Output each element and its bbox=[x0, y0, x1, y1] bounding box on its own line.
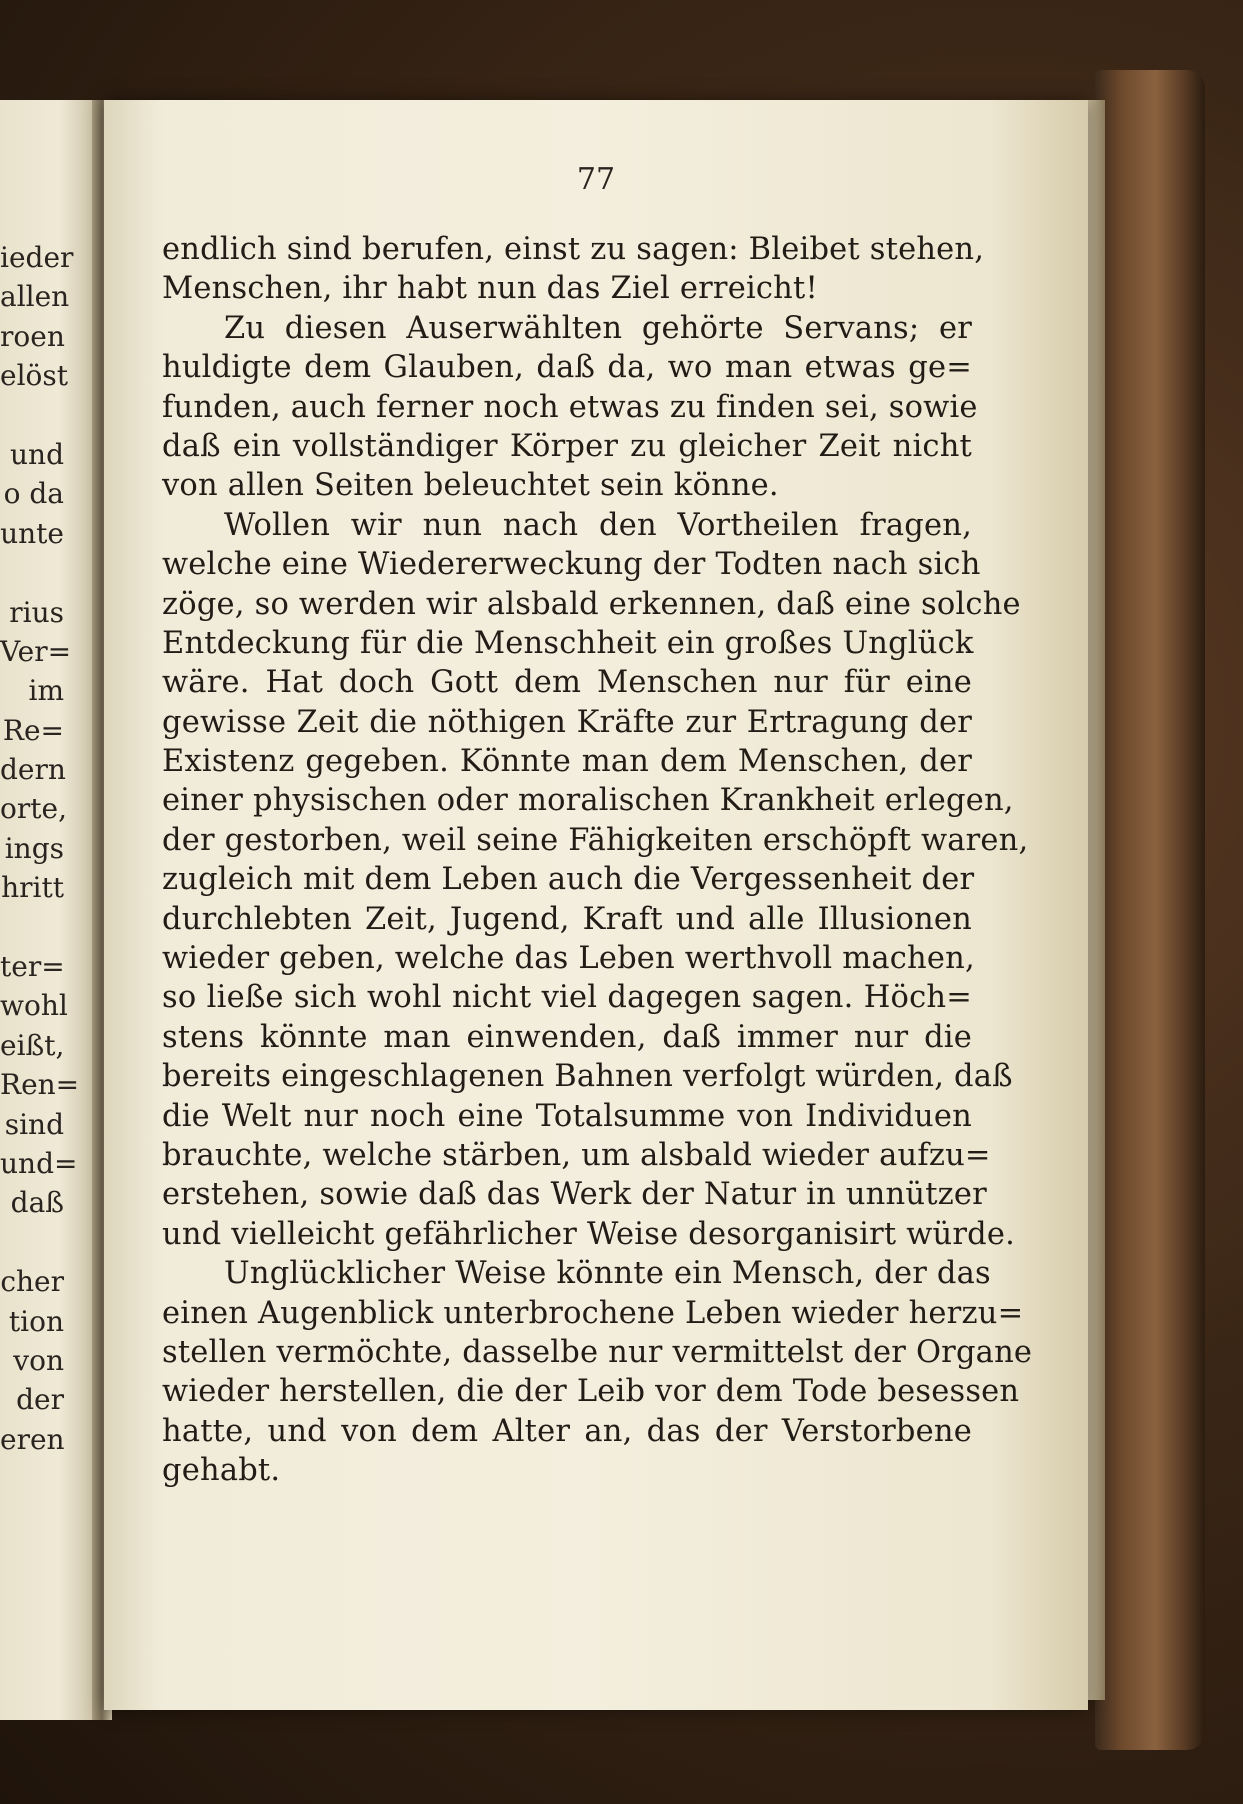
previous-page-text-fragments bbox=[0, 238, 80, 1459]
text-line: welche eine Wiedererweckung der Todten nach sich bbox=[162, 547, 981, 583]
text-line: und vielleicht gefährlicher Weise desorganisirt würde. bbox=[162, 1216, 1016, 1252]
previous-page-fragment: o da bbox=[3, 477, 64, 511]
previous-page-fragment: und= bbox=[0, 1146, 78, 1180]
previous-page-fragment: daß bbox=[10, 1186, 64, 1220]
previous-page-fragment bbox=[0, 553, 64, 592]
previous-page-fragment bbox=[0, 396, 64, 435]
text-line: gehabt. bbox=[162, 1453, 281, 1489]
text-line: so ließe sich wohl nicht viel dagegen sagen. Höch= bbox=[162, 980, 972, 1016]
previous-page-fragment: ings bbox=[4, 831, 64, 865]
previous-page-fragment bbox=[0, 1223, 64, 1262]
previous-page-fragment: Ren= bbox=[0, 1068, 80, 1102]
previous-page-fragment: elöst bbox=[0, 359, 69, 393]
previous-page-fragment: wohl bbox=[0, 989, 68, 1023]
text-line: hatte, und von dem Alter an, das der Verstorbene bbox=[162, 1413, 972, 1449]
text-line: Wollen wir nun nach den Vortheilen fragen, bbox=[224, 507, 972, 543]
leather-cover bbox=[1095, 70, 1205, 1750]
text-line: Menschen, ihr habt nun das Ziel erreicht! bbox=[162, 271, 818, 307]
text-line: Unglücklicher Weise könnte ein Mensch, der das bbox=[224, 1256, 991, 1292]
text-line: stellen vermöchte, dasselbe nur vermittelst der Organe bbox=[162, 1334, 1033, 1370]
previous-page-fragment: unte bbox=[0, 516, 64, 550]
text-line: daß ein vollständiger Körper zu gleicher Zeit nicht bbox=[162, 428, 972, 464]
previous-page bbox=[0, 100, 98, 1720]
previous-page-fragment: eißt, bbox=[0, 1028, 65, 1062]
text-line: von allen Seiten beleuchtet sein könne. bbox=[162, 468, 779, 504]
previous-page-fragment: orte, bbox=[0, 792, 67, 826]
previous-page-fragment: im bbox=[28, 674, 64, 708]
text-line: Existenz gegeben. Könnte man dem Menschen, der bbox=[162, 744, 972, 780]
previous-page-fragment: eren bbox=[0, 1422, 65, 1456]
text-line: wieder geben, welche das Leben werthvoll machen, bbox=[162, 941, 975, 977]
page-body-text bbox=[162, 230, 1033, 1491]
text-line: einen Augenblick unterbrochene Leben wieder herzu= bbox=[162, 1295, 1024, 1331]
previous-page-fragment: rius bbox=[9, 595, 64, 629]
previous-page-fragment: allen bbox=[0, 280, 70, 314]
text-line: durchlebten Zeit, Jugend, Kraft und alle Illusionen bbox=[162, 901, 972, 937]
text-line: erstehen, sowie daß das Werk der Natur in unnützer bbox=[162, 1177, 987, 1213]
previous-page-fragment: der bbox=[16, 1383, 64, 1417]
previous-page-fragment: tion bbox=[8, 1304, 64, 1338]
text-line: einer physischen oder moralischen Krankheit erlegen, bbox=[162, 783, 1014, 819]
text-line: zugleich mit dem Leben auch die Vergessenheit der bbox=[162, 862, 975, 898]
previous-page-fragment: Ver= bbox=[0, 634, 72, 668]
previous-page-fragment: und bbox=[10, 437, 64, 471]
previous-page-fragment bbox=[0, 908, 64, 947]
text-line: der gestorben, weil seine Fähigkeiten erschöpft waren, bbox=[162, 822, 1029, 858]
text-line: Entdeckung für die Menschheit ein großes Unglück bbox=[162, 625, 974, 661]
previous-page-fragment: cher bbox=[0, 1265, 64, 1299]
text-line: Zu diesen Auserwählten gehörte Servans; er bbox=[224, 310, 972, 346]
book-page bbox=[104, 100, 1088, 1710]
previous-page-fragment: ter= bbox=[0, 950, 65, 984]
text-line: zöge, so werden wir alsbald erkennen, daß eine solche bbox=[162, 586, 1021, 622]
previous-page-fragment: von bbox=[13, 1343, 64, 1377]
page-number: 77 bbox=[576, 162, 616, 197]
previous-page-fragment: hritt bbox=[1, 871, 64, 905]
text-line: wieder herstellen, die der Leib vor dem Tode besessen bbox=[162, 1374, 1020, 1410]
text-line: brauchte, welche stärben, um alsbald wieder aufzu= bbox=[162, 1137, 991, 1173]
text-line: gewisse Zeit die nöthigen Kräfte zur Ertragung der bbox=[162, 704, 972, 740]
text-line: funden, auch ferner noch etwas zu finden sei, sowie bbox=[162, 389, 978, 425]
previous-page-fragment: Re= bbox=[2, 713, 64, 747]
previous-page-fragment: sind bbox=[4, 1107, 64, 1141]
previous-page-fragment: ieder bbox=[0, 241, 74, 274]
text-line: die Welt nur noch eine Totalsumme von Individuen bbox=[162, 1098, 972, 1134]
text-line: endlich sind berufen, einst zu sagen: Bleibet stehen, bbox=[162, 232, 985, 267]
text-line: stens könnte man einwenden, daß immer nur die bbox=[162, 1019, 972, 1055]
text-line: wäre. Hat doch Gott dem Menschen nur für eine bbox=[162, 665, 972, 701]
text-line: bereits eingeschlagenen Bahnen verfolgt würden, daß bbox=[162, 1059, 1013, 1095]
previous-page-fragment: dern bbox=[0, 753, 66, 787]
text-line: huldigte dem Glauben, daß da, wo man etwas ge= bbox=[162, 350, 972, 386]
previous-page-fragment: roen bbox=[0, 319, 65, 353]
